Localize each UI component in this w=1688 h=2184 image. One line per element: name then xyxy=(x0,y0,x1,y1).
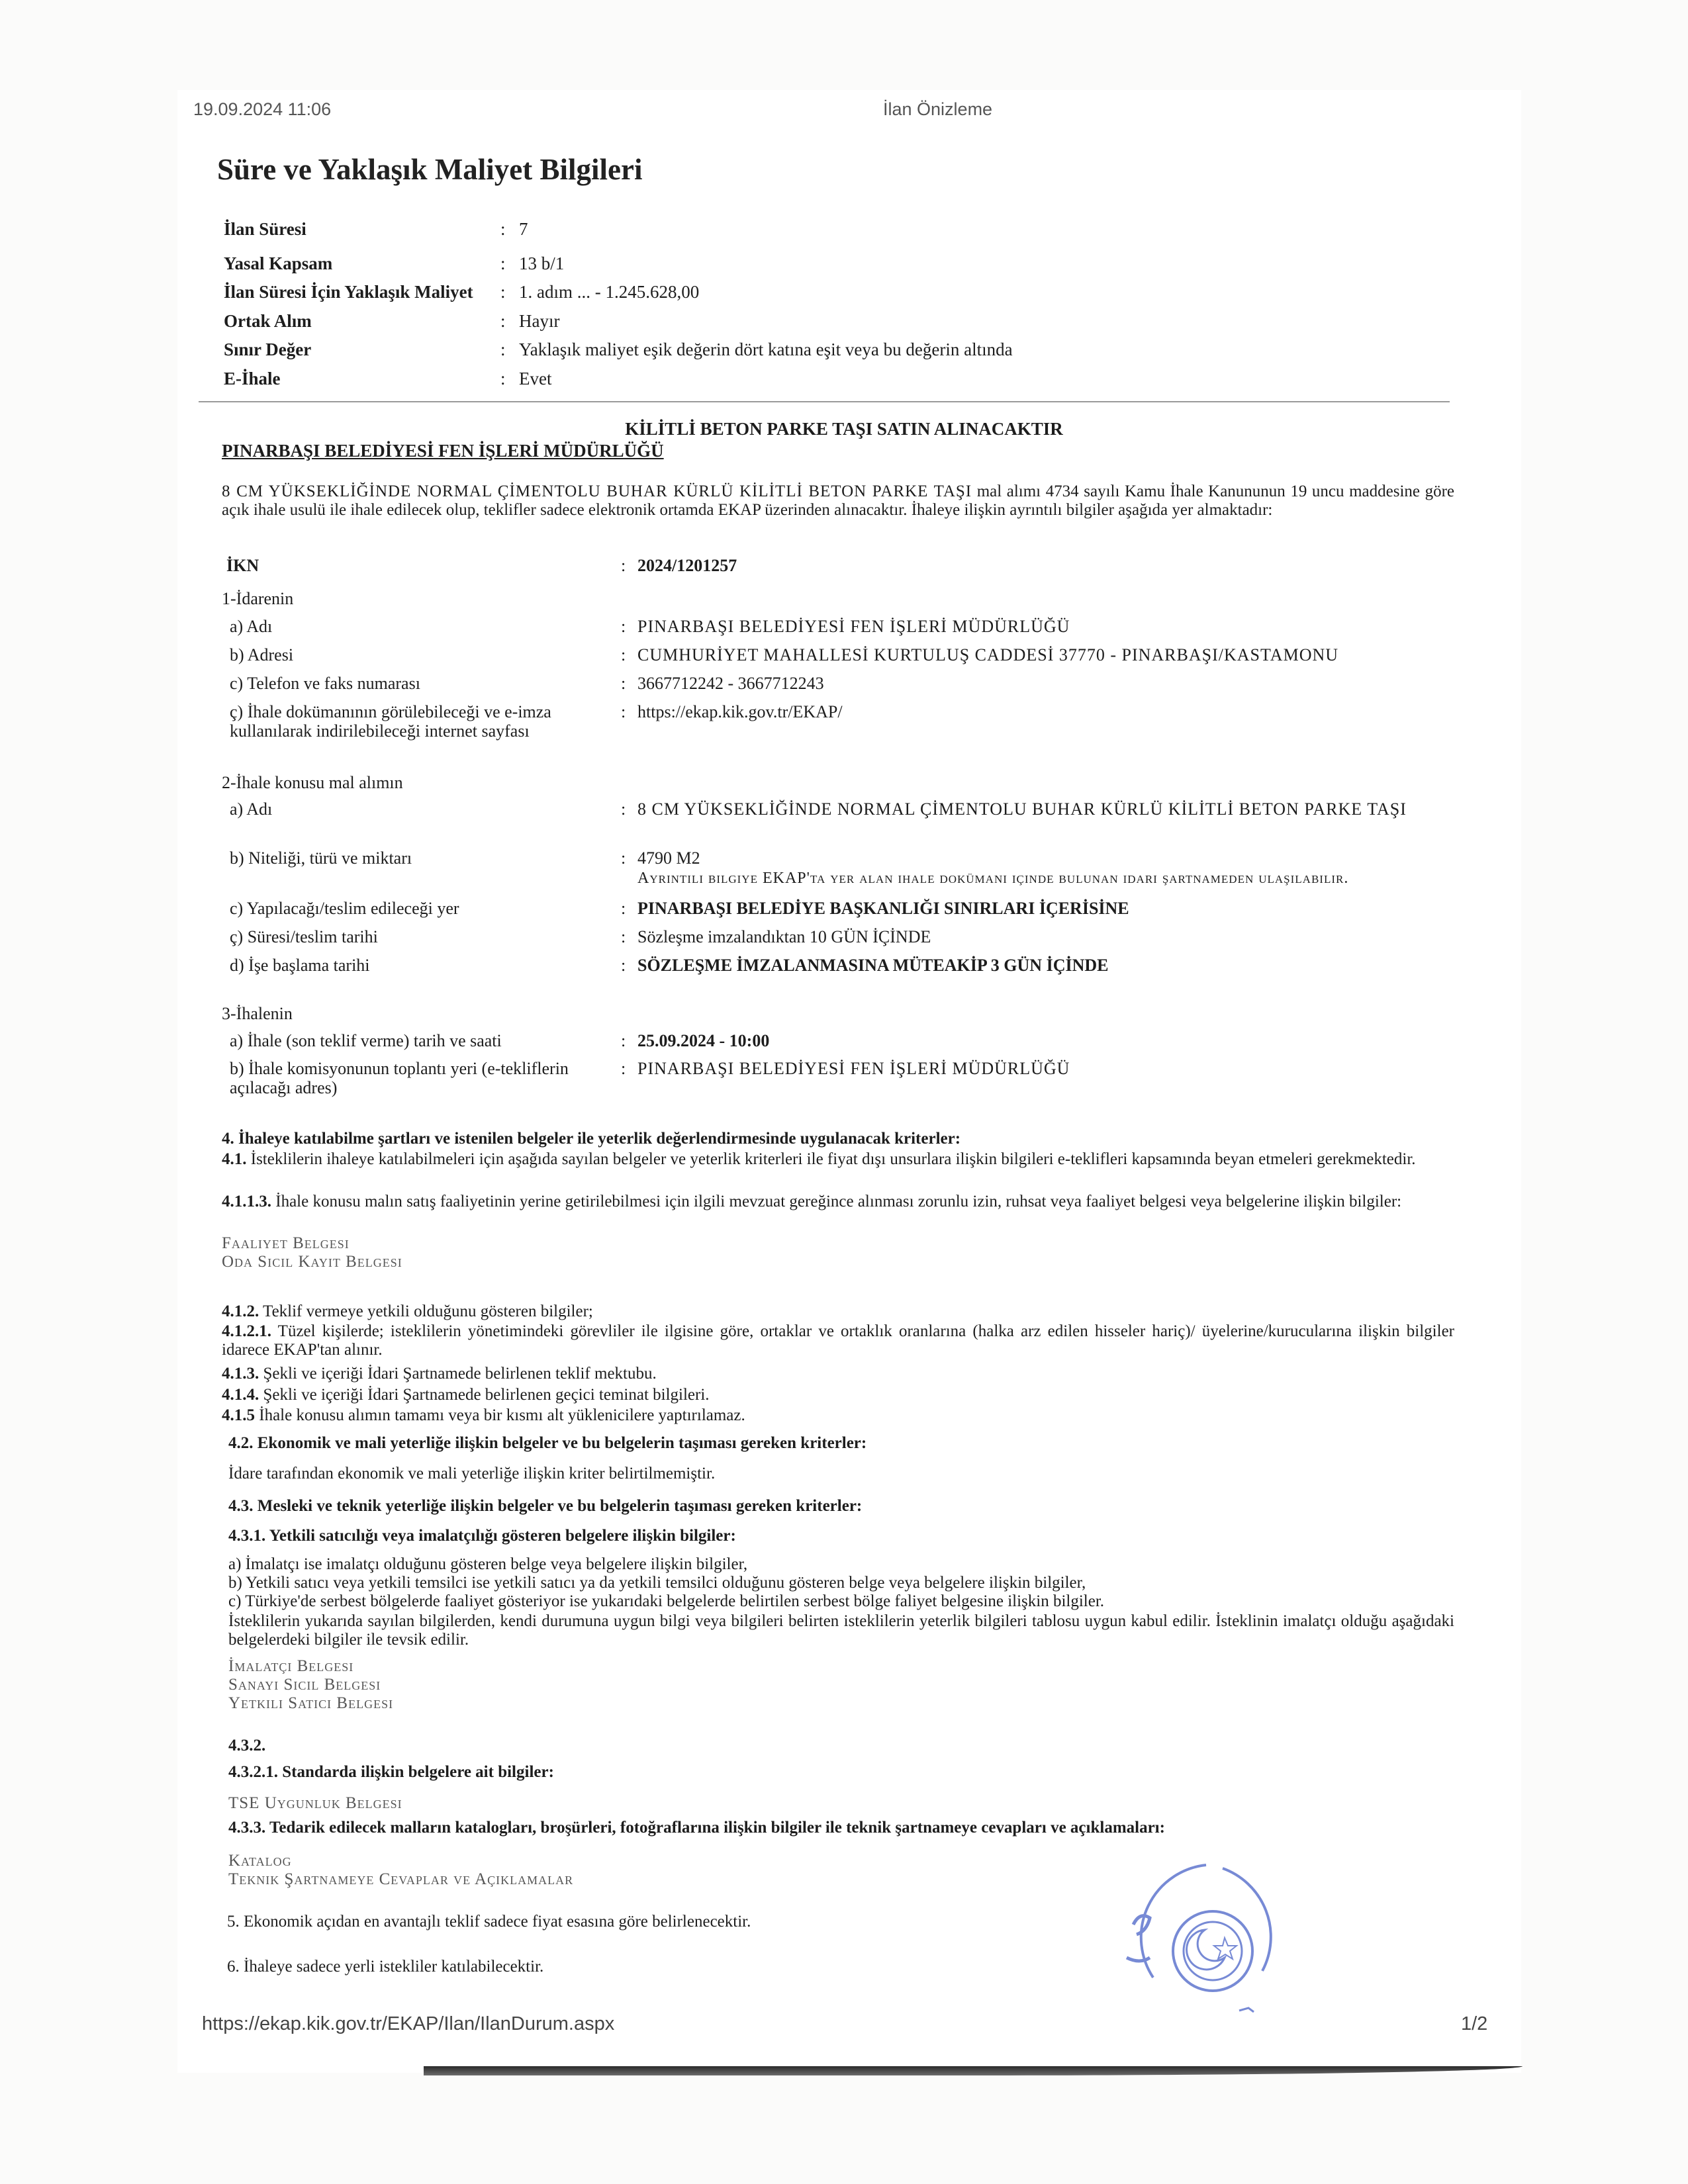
quantity-note: Ayrıntılı bilgiye EKAP'ta yer alan ihale dokümanı içinde bulunan idari şartnameden ulaşılabilir. xyxy=(637,870,1349,887)
row-label: c) Telefon ve faks numarası xyxy=(230,674,420,693)
row-label: b) İhale komisyonunun toplantı yeri (e-tekliflerin açılacağı adres) xyxy=(230,1059,569,1097)
row-label: a) Adı xyxy=(230,799,273,819)
row-value: 8 CM YÜKSEKLİĞİNDE NORMAL ÇİMENTOLU BUHAR KÜRLÜ KİLİTLİ BETON PARKE TAŞI xyxy=(637,799,1407,819)
row-value xyxy=(637,848,1452,888)
doc-item: Teknik Şartnameye Cevaplar ve Açıklamalar xyxy=(228,1870,574,1888)
row-value: PINARBAŞI BELEDİYE BAŞKANLIĞI SINIRLARI İÇERİSİNE xyxy=(637,899,1129,918)
doc-list-c xyxy=(228,1794,1461,1813)
summary-value: 7 xyxy=(519,219,528,239)
clause-4-1-1-3: 4.1.1.3. İhale konusu malın satış faaliyetinin yerine getirilebilmesi için ilgili mevzuat gereğince alınması zorunlu izin, ruhsat veya faaliyet belgesi veya belgelerine ilişkin bilgiler: xyxy=(222,1193,1402,1210)
summary-value: Yaklaşık maliyet eşik değerin dört katına eşit veya bu değerin altında xyxy=(519,340,1013,359)
doc-item: İmalatçı Belgesi xyxy=(228,1657,354,1675)
doc-item: Katalog xyxy=(228,1852,292,1870)
clause-4-1-2-1: 4.1.2.1. Tüzel kişilerde; isteklilerin yönetimindeki görevliler ile ilgisine göre, ortaklar ve ortaklık oranlarına (halka arz edilen hisseler hariç)/ üyelerine/kurucularına ilişkin bilgiler idarece EKAP'tan alınır. xyxy=(222,1322,1454,1359)
row-value: SÖZLEŞME İMZALANMASINA MÜTEAKİP 3 GÜN İÇİNDE xyxy=(637,956,1109,975)
footer-url[interactable]: https://ekap.kik.gov.tr/EKAP/Ilan/IlanDurum.aspx xyxy=(202,2013,615,2034)
heading-4-3-2-1: 4.3.2.1. Standarda ilişkin belgelere ait bilgiler: xyxy=(228,1763,554,1781)
row-value: 3667712242 - 3667712243 xyxy=(637,674,824,693)
section4-heading: 4. İhaleye katılabilme şartları ve istenilen belgeler ile yeterlik değerlendirmesinde uygulanacak kriterler: xyxy=(222,1130,961,1148)
doc-item: Oda Sicil Kayıt Belgesi xyxy=(222,1253,402,1271)
clause-4-1-2: 4.1.2. Teklif vermeye yetkili olduğunu gösteren bilgiler; xyxy=(222,1302,593,1320)
row-value: Sözleşme imzalandıktan 10 GÜN İÇİNDE xyxy=(637,927,931,946)
divider xyxy=(199,401,1450,402)
row-label: a) İhale (son teklif verme) tarih ve saati xyxy=(230,1031,502,1050)
row-label: ç) Süresi/teslim tarihi xyxy=(230,927,378,946)
ikn-value: 2024/1201257 xyxy=(637,556,737,575)
ikn-label: İKN xyxy=(226,556,259,575)
institution-name: PINARBAŞI BELEDİYESİ FEN İŞLERİ MÜDÜRLÜĞÜ xyxy=(222,441,664,461)
summary-label: E-İhale xyxy=(224,369,281,388)
row-value: PINARBAŞI BELEDİYESİ FEN İŞLERİ MÜDÜRLÜĞÜ xyxy=(637,617,1070,636)
summary-label: Yasal Kapsam xyxy=(224,253,333,273)
clause-4-1-4: 4.1.4. Şekli ve içeriği İdari Şartnamede belirlenen geçici teminat bilgileri. xyxy=(222,1386,710,1404)
doc-title: Süre ve Yaklaşık Maliyet Bilgileri xyxy=(217,153,643,186)
clause-4-1: 4.1. İsteklilerin ihaleye katılabilmeleri için aşağıda sayılan belgeler ve yeterlik kriterleri ile fiyat dışı unsurlara ilişkin bilgileri e-teklifleri kapsamında beyan etmeleri gerekmektedir. xyxy=(222,1150,1416,1168)
heading-4-3-2: 4.3.2. xyxy=(228,1737,266,1754)
row-value: CUMHURİYET MAHALLESİ KURTULUŞ CADDESİ 37770 - PINARBAŞI/KASTAMONU xyxy=(637,645,1339,664)
ekap-link[interactable]: https://ekap.kik.gov.tr/EKAP/ xyxy=(637,702,843,721)
list-item: b) Yetkili satıcı veya yetkili temsilci ise yetkili satıcı ya da yetkili temsilci olduğunu gösteren belge veya belgelere ilişkin bilgiler, xyxy=(228,1574,1086,1592)
summary-label: İlan Süresi İçin Yaklaşık Maliyet xyxy=(224,282,473,302)
summary-label: Ortak Alım xyxy=(224,311,312,331)
list-4-3-1 xyxy=(228,1555,1454,1611)
intro-paragraph xyxy=(222,482,1454,520)
section5-text: 5. Ekonomik açıdan en avantajlı teklif sadece fiyat esasına göre belirlenecektir. xyxy=(227,1913,751,1931)
section2-title: 2-İhale konusu mal alımın xyxy=(222,773,403,792)
doc-item: Yetkili Satıcı Belgesi xyxy=(228,1694,394,1712)
summary-label: Sınır Değer xyxy=(224,340,312,359)
intro-subject: 8 CM YÜKSEKLİĞİNDE NORMAL ÇİMENTOLU BUHAR KÜRLÜ KİLİTLİ BETON PARKE TAŞI xyxy=(222,482,972,500)
doc-item: Faaliyet Belgesi xyxy=(222,1234,350,1252)
list-item: c) Türkiye'de serbest bölgelerde faaliyet gösteriyor ise yukarıdaki belgelerde belirtilen serbest bölge faliyet belgesine ilişkin bilgiler. xyxy=(228,1592,1105,1610)
summary-value: 1. adım ... - 1.245.628,00 xyxy=(519,282,700,302)
clause-4-1-3: 4.1.3. Şekli ve içeriği İdari Şartnamede belirlenen teklif mektubu. xyxy=(222,1365,657,1383)
doc-list-b xyxy=(228,1657,1461,1713)
text-4-2: İdare tarafından ekonomik ve mali yeterliğe ilişkin kriter belirtilmemiştir. xyxy=(228,1465,716,1482)
row-value: 25.09.2024 - 10:00 xyxy=(637,1031,770,1050)
doc-item: TSE Uygunluk Belgesi xyxy=(228,1794,402,1812)
section3-title: 3-İhalenin xyxy=(222,1004,293,1023)
print-timestamp: 19.09.2024 11:06 xyxy=(193,99,332,119)
clause-4-1-5: 4.1.5 İhale konusu alımın tamamı veya bir kısmı alt yüklenicilere yaptırılamaz. xyxy=(222,1406,745,1424)
quantity: 4790 M2 xyxy=(637,848,700,868)
section6-text: 6. İhaleye sadece yerli istekliler katılabilecektir. xyxy=(227,1958,544,1976)
intro-text: mal alımı 4734 sayılı Kamu İhale Kanununun 19 uncu maddesine göre açık ihale usulü ile ihale edilecek olup, teklifler sadece elektronik ortamda EKAP üzerinden alınacaktır. İhaleye ilişkin ayrıntılı bilgiler aşağıda yer almaktadır: xyxy=(222,482,1454,519)
print-header-title: İlan Önizleme xyxy=(883,99,993,119)
heading-4-3: 4.3. Mesleki ve teknik yeterliğe ilişkin belgeler ve bu belgelerin taşıması gereken kriterler: xyxy=(228,1497,863,1515)
summary-value: 13 b/1 xyxy=(519,253,565,273)
row-label: b) Adresi xyxy=(230,645,294,664)
list-item: a) İmalatçı ise imalatçı olduğunu gösteren belge veya belgelere ilişkin bilgiler, xyxy=(228,1555,748,1573)
summary-label: İlan Süresi xyxy=(224,219,306,239)
row-value: PINARBAŞI BELEDİYESİ FEN İŞLERİ MÜDÜRLÜĞÜ xyxy=(637,1059,1070,1078)
heading-4-3-3: 4.3.3. Tedarik edilecek malların katalogları, broşürleri, fotoğraflarına ilişkin bilgiler ile teknik şartnameye cevapları ve açıklamaları: xyxy=(228,1819,1165,1837)
heading-4-3-1: 4.3.1. Yetkili satıcılığı veya imalatçılığı gösteren belgelere ilişkin bilgiler: xyxy=(228,1527,736,1545)
row-label: b) Niteliği, türü ve miktarı xyxy=(230,848,412,868)
row-label: d) İşe başlama tarihi xyxy=(230,956,370,975)
heading-4-2: 4.2. Ekonomik ve mali yeterliğe ilişkin belgeler ve bu belgelerin taşıması gereken kriterler: xyxy=(228,1434,867,1452)
section1-title: 1-İdarenin xyxy=(222,589,294,608)
row-label: ç) İhale dokümanının görülebileceği ve e-imza kullanılarak indirilebileceği internet sayfası xyxy=(230,702,551,741)
page-number: 1/2 xyxy=(1461,2013,1488,2034)
row-label: a) Adı xyxy=(230,617,273,636)
summary-value: Evet xyxy=(519,369,552,388)
row-label: c) Yapılacağı/teslim edileceği yer xyxy=(230,899,459,918)
doc-list-a xyxy=(222,1234,1454,1271)
announcement-title: KİLİTLİ BETON PARKE TAŞI SATIN ALINACAKTIR xyxy=(625,419,1063,439)
page-edge-shadow xyxy=(424,2066,1523,2075)
doc-item: Sanayi Sicil Belgesi xyxy=(228,1676,381,1694)
text-4-3-1: İsteklilerin yukarıda sayılan bilgilerden, kendi durumuna uygun bilgi veya bilgileri belirten isteklilerin yeterlik bilgileri tablosu uygun kabul edilir. İsteklinin imalatçı olduğu aşağıdaki belgelerdeki bilgiler ile tevsik edilir. xyxy=(228,1612,1454,1649)
official-seal-stamp-icon xyxy=(1107,1845,1286,2024)
summary-value: Hayır xyxy=(519,311,560,331)
